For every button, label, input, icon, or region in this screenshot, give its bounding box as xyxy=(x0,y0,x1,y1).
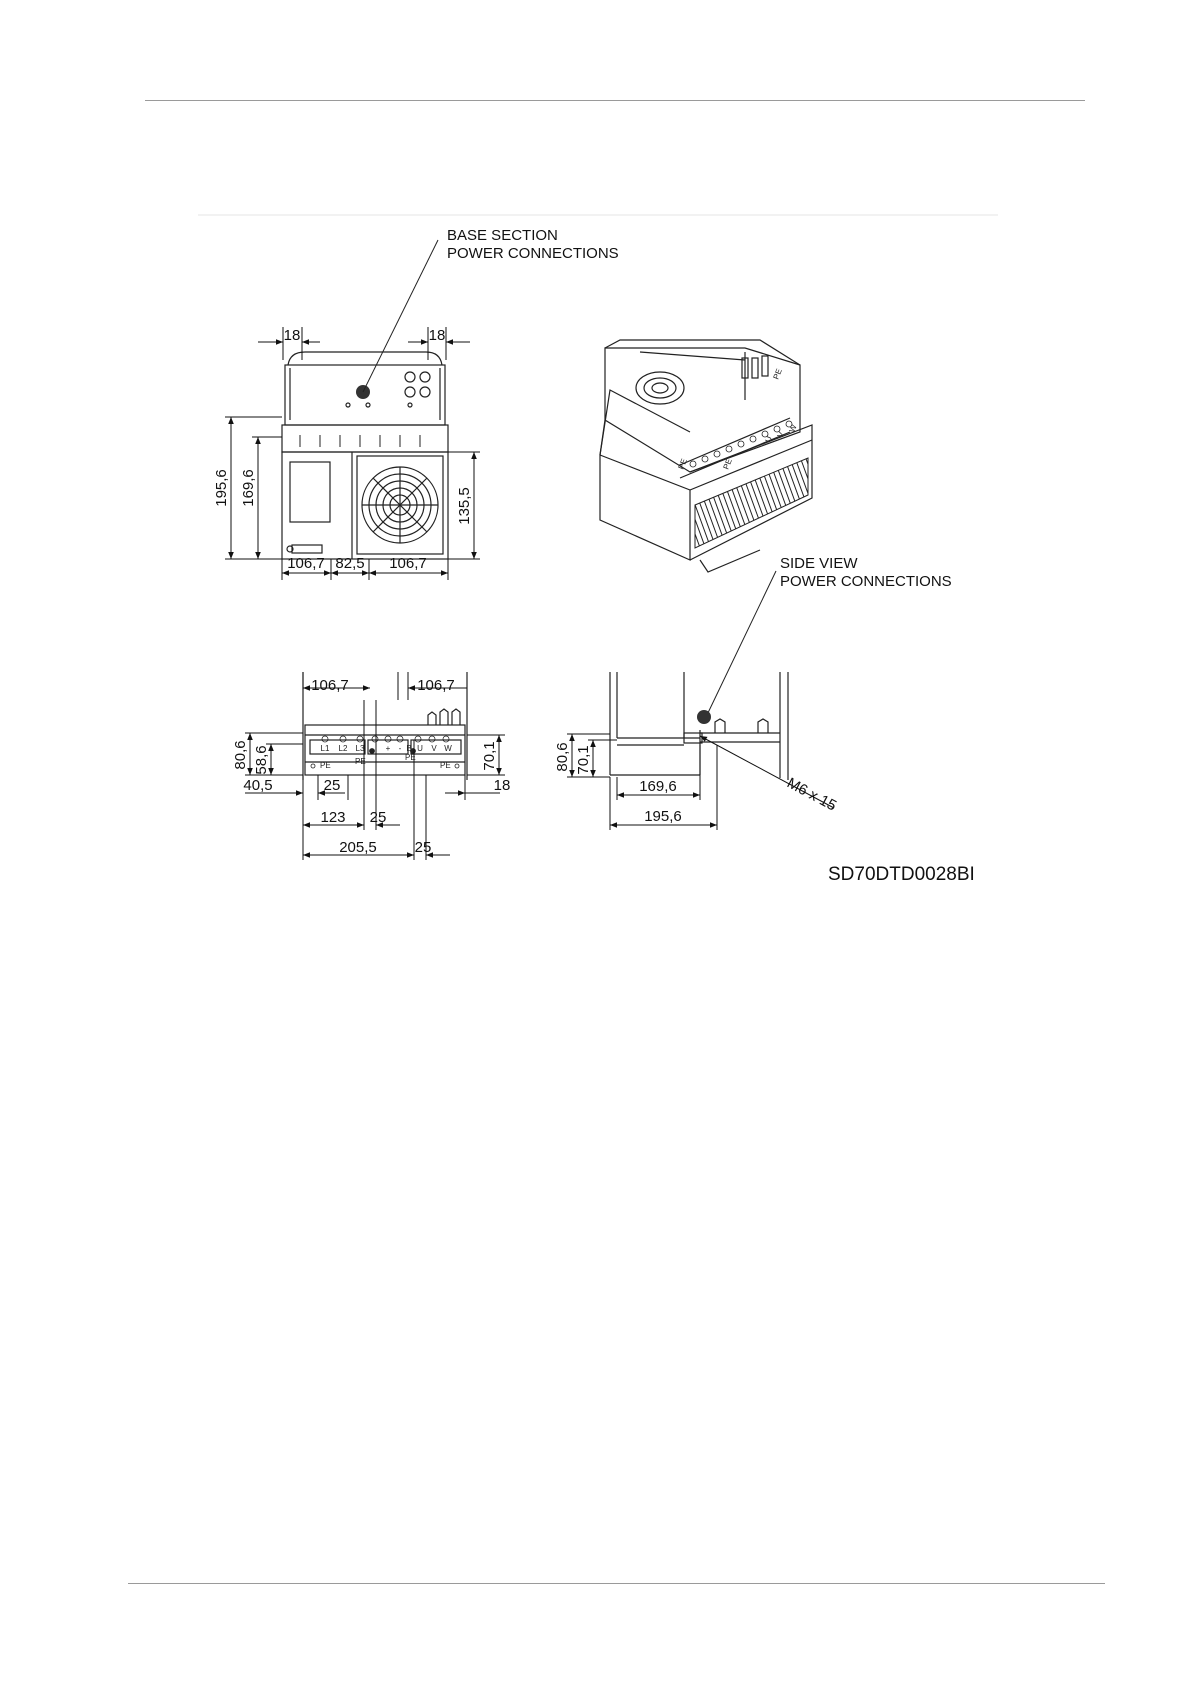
dim-side-w-outer: 195,6 xyxy=(644,808,682,825)
dim-front-top-left: 18 xyxy=(283,327,301,344)
term-label-b: B xyxy=(406,744,412,753)
term-label-v: V xyxy=(431,744,437,753)
dim-term-top-left: 106,7 xyxy=(311,677,349,694)
term-pe-1: PE xyxy=(320,761,331,770)
dim-term-40: 40,5 xyxy=(243,777,273,794)
term-pe-2: PE xyxy=(355,757,366,766)
term-label-plus: + xyxy=(385,744,391,753)
callout-base-line2: POWER CONNECTIONS xyxy=(447,245,619,262)
iso-pe-2: PE xyxy=(721,457,734,471)
term-label-minus: - xyxy=(398,744,402,753)
term-label-l3: L3 xyxy=(355,744,365,753)
term-label-l2: L2 xyxy=(338,744,348,753)
drawing-code: SD70DTD0028BI xyxy=(828,864,975,885)
dim-front-top-right: 18 xyxy=(428,327,446,344)
dim-term-25c: 25 xyxy=(414,839,432,856)
term-label-w: W xyxy=(444,744,452,753)
side-view xyxy=(610,672,788,780)
term-pe-3: PE xyxy=(405,753,416,762)
dim-front-height-outer: 195,6 xyxy=(213,469,230,507)
dim-side-h-inner: 70,1 xyxy=(575,745,592,775)
callout-base-line1: BASE SECTION xyxy=(447,227,558,244)
dim-front-width-mid: 82,5 xyxy=(335,555,365,572)
dim-term-18: 18 xyxy=(493,777,511,794)
term-pe-4: PE xyxy=(440,761,451,770)
dim-side-w-inner: 169,6 xyxy=(639,778,677,795)
dim-term-25b: 25 xyxy=(369,809,387,826)
side-view-leader xyxy=(706,571,776,717)
dim-term-25a: 25 xyxy=(323,777,341,794)
term-label-l1: L1 xyxy=(320,744,330,753)
dim-side-h-outer: 80,6 xyxy=(554,742,571,772)
callout-side-line2: POWER CONNECTIONS xyxy=(780,573,952,590)
base-section-leader xyxy=(363,240,438,392)
iso-pe-3: PE xyxy=(771,367,784,381)
dim-term-123: 123 xyxy=(320,809,346,826)
callout-side-line1: SIDE VIEW xyxy=(780,555,858,572)
dim-term-h-outer: 80,6 xyxy=(232,740,249,770)
iso-terminals xyxy=(690,421,792,467)
term-label-u: U xyxy=(417,744,423,753)
dim-term-top-right: 106,7 xyxy=(417,677,455,694)
dim-front-width-right: 106,7 xyxy=(389,555,427,572)
dim-term-h-right: 70,1 xyxy=(481,741,498,771)
iso-term-u: U xyxy=(763,435,775,444)
dim-front-height-inner: 169,6 xyxy=(240,469,257,507)
dim-front-width-left: 106,7 xyxy=(287,555,325,572)
iso-term-v: V xyxy=(775,430,786,439)
iso-pe-1: PE xyxy=(676,457,689,471)
dim-term-205: 205,5 xyxy=(339,839,377,856)
dim-term-h-inner: 58,6 xyxy=(253,745,270,775)
iso-term-w: W xyxy=(787,423,799,434)
dim-side-screw: M6 x 15 xyxy=(784,774,840,815)
side-view-marker xyxy=(697,710,711,724)
front-view xyxy=(282,352,448,559)
dim-front-height-right: 135,5 xyxy=(456,487,473,525)
